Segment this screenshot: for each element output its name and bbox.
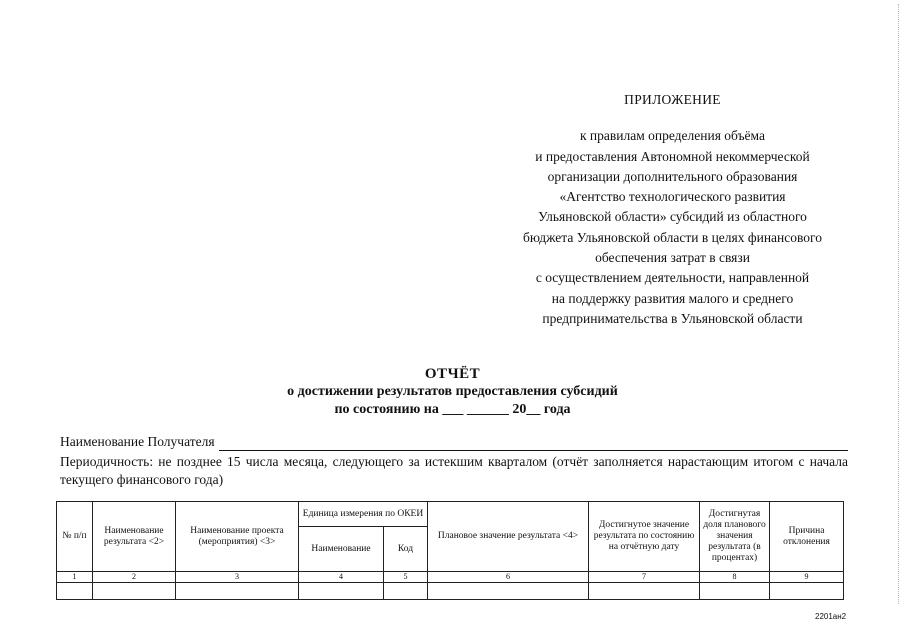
header-result-name: Наименование результата <2> [93, 502, 176, 572]
report-heading [230, 365, 675, 419]
column-number: 6 [428, 572, 589, 583]
periodicity-text: Периодичность: не позднее 15 числа месяца, следующего за истекшим кварталом (отчёт заполняется нарастающим итогом с начала текущего финансового года) [60, 454, 848, 487]
report-title: ОТЧЁТ [424, 366, 481, 382]
column-number-row [57, 572, 844, 583]
header-unit-group: Единица измерения по ОКЕИ [299, 502, 428, 527]
appendix-line: на поддержку развития малого и среднего [551, 290, 794, 306]
appendix-line: предпринимательства в Ульяновской области [542, 310, 803, 326]
appendix-line: с осуществлением деятельности, направленной [535, 270, 810, 286]
recipient-label: Наименование Получателя [60, 434, 215, 449]
appendix-line: и предоставления Автономной некоммерческой [535, 148, 810, 164]
report-as-of: по состоянию на ___ ______ 20__ года [334, 402, 571, 417]
column-number: 8 [700, 572, 770, 583]
column-number: 3 [176, 572, 299, 583]
recipient-fill-line[interactable] [219, 436, 848, 451]
appendix-line: к правилам определения объёма [579, 128, 765, 144]
recipient-row [60, 433, 848, 451]
column-number: 7 [589, 572, 700, 583]
table-header-row [57, 502, 844, 527]
report-meta [60, 433, 848, 489]
document-code: 2201ан2 [815, 612, 847, 621]
table-row [57, 583, 844, 600]
column-number: 2 [93, 572, 176, 583]
table-cell[interactable] [93, 583, 176, 600]
header-unit-code: Код [384, 527, 428, 572]
column-number: 4 [299, 572, 384, 583]
table-cell[interactable] [384, 583, 428, 600]
appendix-line: организации дополнительного образования [547, 168, 798, 184]
scan-margin-marks [888, 4, 899, 604]
column-number: 9 [770, 572, 844, 583]
header-unit-name: Наименование [299, 527, 384, 572]
column-number: 5 [384, 572, 428, 583]
table-cell[interactable] [770, 583, 844, 600]
table-cell[interactable] [589, 583, 700, 600]
table-cell[interactable] [700, 583, 770, 600]
column-number: 1 [57, 572, 93, 583]
header-num: № п/п [57, 502, 93, 572]
appendix-title: ПРИЛОЖЕНИЕ [624, 92, 721, 107]
report-table [56, 501, 844, 600]
header-achieved: Достигнутое значение результата по состоянию на отчётную дату [589, 502, 700, 572]
report-subtitle: о достижении результатов предоставления субсидий [287, 384, 618, 399]
table-cell[interactable] [57, 583, 93, 600]
appendix-line: бюджета Ульяновской области в целях финансового [522, 229, 822, 245]
table-cell[interactable] [428, 583, 589, 600]
table-cell[interactable] [176, 583, 299, 600]
appendix-line: Ульяновской области» субсидий из областного [538, 209, 807, 225]
header-planned: Плановое значение результата <4> [428, 502, 589, 572]
appendix-block [500, 90, 845, 329]
appendix-line: обеспечения затрат в связи [595, 250, 750, 266]
header-reason: Причина отклонения [770, 502, 844, 572]
appendix-line: «Агентство технологического развития [559, 189, 786, 205]
table-cell[interactable] [299, 583, 384, 600]
header-project-name: Наименование проекта (мероприятия) <3> [176, 502, 299, 572]
header-percent: Достигнутая доля планового значения результата (в процентах) [700, 502, 770, 572]
